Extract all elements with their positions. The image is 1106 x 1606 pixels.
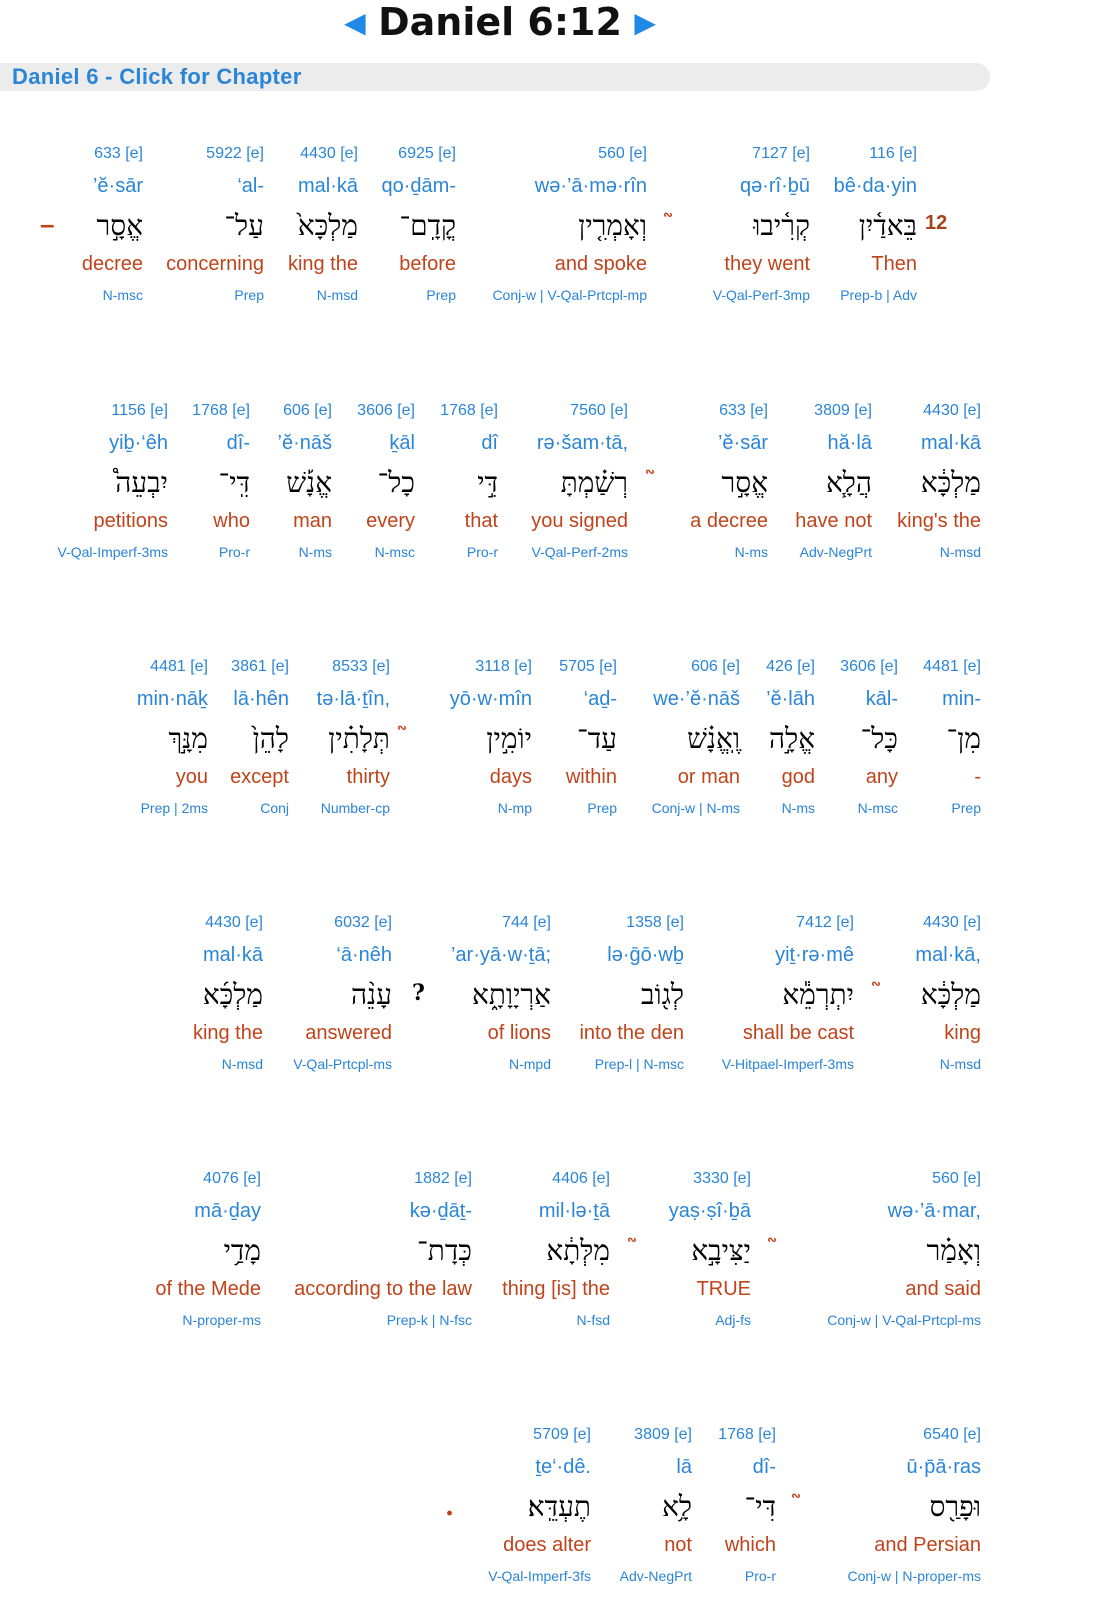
transliteration: mal·kā (920, 432, 981, 454)
english-gloss: who (213, 510, 250, 532)
transliteration: dî- (226, 432, 250, 454)
hebrew-word: לְג֖וֹב (641, 978, 684, 1011)
strongs-number[interactable]: 4076 [e] (203, 1170, 261, 1187)
strongs-number[interactable]: 426 [e] (766, 658, 815, 675)
english-gloss: and spoke (554, 253, 647, 275)
strongs-number[interactable]: 1768 [e] (440, 402, 498, 419)
transliteration: mal·kā (297, 175, 358, 197)
strongs-number[interactable]: 5705 [e] (559, 658, 617, 675)
parsing[interactable]: Prep (951, 800, 981, 816)
english-gloss: you (175, 766, 208, 788)
transliteration: hă·lā (827, 432, 872, 454)
hebrew-word: אַרְיָוָתָ֑א (472, 978, 551, 1011)
english-gloss: have not (795, 510, 872, 532)
english-gloss: king's the (897, 510, 981, 532)
english-gloss: answered (305, 1022, 392, 1044)
hebrew-word: אֱלָ֣ה (768, 722, 815, 755)
parsing[interactable]: Conj (260, 800, 289, 816)
parsing[interactable]: Prep | 2ms (140, 800, 208, 816)
transliteration: yaṣ·ṣî·ḇā (668, 1200, 751, 1222)
english-gloss: of the Mede (155, 1278, 261, 1300)
hebrew-word: דִּי־ (744, 1490, 776, 1523)
english-gloss: they went (724, 253, 810, 275)
strongs-number[interactable]: 560 [e] (932, 1170, 981, 1187)
strongs-number[interactable]: 7412 [e] (796, 914, 854, 931)
transliteration: ‘aḏ- (583, 688, 617, 710)
parsing[interactable]: Prep (587, 800, 617, 816)
next-verse-icon[interactable]: ▶ (634, 6, 656, 38)
strongs-number[interactable]: 606 [e] (691, 658, 740, 675)
transliteration: lā (676, 1456, 692, 1478)
english-gloss: king the (287, 253, 358, 275)
strongs-number[interactable]: 4430 [e] (300, 145, 358, 162)
english-gloss: concerning (166, 253, 264, 275)
hebrew-word: קְרִ֫יבוּ (753, 209, 810, 242)
english-gloss: decree (81, 253, 143, 275)
transliteration: mā·ḏay (194, 1200, 261, 1222)
parsing[interactable]: V-Hitpael-Imperf-3ms (721, 1056, 854, 1072)
strongs-number[interactable]: 3606 [e] (357, 402, 415, 419)
english-gloss: of lions (487, 1022, 551, 1044)
parsing[interactable]: N-ms (781, 800, 815, 816)
hebrew-word: יוֹמִ֣ין (486, 722, 532, 755)
previous-verse-icon[interactable]: ◀ (344, 6, 366, 38)
parsing[interactable]: N-msc (374, 544, 415, 560)
hebrew-word: יִבְעֵה֩ (115, 466, 168, 499)
transliteration: ’ĕ·sār (92, 175, 143, 197)
strongs-number[interactable]: 5922 [e] (206, 145, 264, 162)
strongs-number[interactable]: 3809 [e] (814, 402, 872, 419)
parsing[interactable]: V-Qal-Perf-2ms (531, 544, 628, 560)
parsing[interactable]: V-Qal-Imperf-3ms (57, 544, 168, 560)
parsing[interactable]: N-msd (939, 1056, 981, 1072)
strongs-number[interactable]: 3118 [e] (475, 658, 532, 675)
strongs-number[interactable]: 4406 [e] (552, 1170, 610, 1187)
transliteration: yō·w·mîn (449, 688, 532, 710)
english-gloss: and said (905, 1278, 981, 1300)
hebrew-word: וּפָרַ֖ס (929, 1490, 981, 1523)
strongs-number[interactable]: 5709 [e] (533, 1426, 591, 1443)
english-gloss: thirty (346, 766, 390, 788)
parsing[interactable]: Pro-r (466, 544, 498, 560)
hebrew-word: וֶֽאֱנָ֗שׁ (687, 722, 740, 755)
hebrew-word: הֲלָ֧א (825, 466, 872, 499)
transliteration: ṯe‘·dê. (535, 1456, 591, 1478)
parsing[interactable]: Number-cp (320, 800, 390, 816)
transliteration: qo·ḏām- (381, 175, 456, 197)
english-gloss: into the den (579, 1022, 684, 1044)
hebrew-word: קֳדָֽם־ (399, 209, 456, 242)
strongs-number[interactable]: 560 [e] (598, 145, 647, 162)
hebrew-word: מִלְּתָ֔א (546, 1234, 610, 1267)
parsing[interactable]: Pro-r (218, 544, 250, 560)
hebrew-word: אֱסָ֣ר (96, 209, 143, 242)
verse-number: 12 (925, 212, 948, 234)
english-gloss: any (865, 766, 898, 788)
transliteration: tə·lā·ṯîn, (316, 688, 390, 710)
strongs-number[interactable]: 4430 [e] (923, 914, 981, 931)
hebrew-word: מִן־ (946, 722, 981, 755)
strongs-number[interactable]: 4430 [e] (923, 402, 981, 419)
hebrew-word: וְאָמַ֗ר (926, 1234, 981, 1267)
english-gloss: except (230, 766, 289, 788)
hebrew-word: לָהֵן֙ (252, 722, 289, 755)
transliteration: mil·lə·ṯā (538, 1200, 610, 1222)
parsing[interactable]: N-proper-ms (182, 1312, 261, 1328)
strongs-number[interactable]: 7127 [e] (752, 145, 810, 162)
hebrew-word: כָּל־ (860, 722, 898, 755)
strongs-number[interactable]: 1358 [e] (626, 914, 684, 931)
english-gloss: does alter (503, 1534, 591, 1556)
parsing[interactable]: N-msd (939, 544, 981, 560)
parsing[interactable]: N-msc (857, 800, 898, 816)
transliteration: kāl- (865, 688, 898, 710)
hebrew-word: מִנָּ֣ךְ (168, 722, 208, 755)
transliteration: wə·’ā·mar, (887, 1200, 981, 1222)
parsing[interactable]: V-Qal-Prtcpl-ms (293, 1056, 392, 1072)
parsing[interactable]: Conj-w | V-Qal-Prtcpl-ms (827, 1312, 981, 1328)
transliteration: ’ar·yā·w·ṯā; (450, 944, 551, 966)
hebrew-word: דִּֽי־ (218, 466, 250, 499)
hebrew-word: מַלְכָּא֙ (297, 209, 358, 242)
transliteration: ‘al- (237, 175, 264, 197)
strongs-number[interactable]: 1156 [e] (111, 402, 168, 419)
strongs-number[interactable]: 1768 [e] (718, 1426, 776, 1443)
english-gloss: - (974, 766, 981, 788)
transliteration: bê·da·yin (833, 175, 917, 197)
strongs-number[interactable]: 4481 [e] (150, 658, 208, 675)
hebrew-word: עָנֵ֨ה (350, 978, 392, 1011)
verse-end-period: . (445, 1492, 455, 1522)
parsing[interactable]: V-Qal-Imperf-3fs (488, 1568, 591, 1584)
transliteration: lə·ḡō·wḇ (607, 944, 684, 966)
transliteration: ’ĕ·nāš (277, 432, 332, 454)
strongs-number[interactable]: 1882 [e] (414, 1170, 472, 1187)
hebrew-word: עַד־ (576, 722, 617, 755)
english-gloss: TRUE (696, 1278, 751, 1300)
hebrew-word: וְאָמְרִ֤ין (578, 209, 647, 242)
english-gloss: king (944, 1022, 981, 1044)
hebrew-word: עַל־ (224, 209, 264, 242)
english-gloss: thing [is] the (502, 1278, 610, 1300)
chapter-link[interactable]: Daniel 6 - Click for Chapter (12, 64, 302, 89)
strongs-number[interactable]: 4481 [e] (923, 658, 981, 675)
english-gloss: shall be cast (742, 1022, 854, 1044)
interlinear-line-1 (0, 145, 1106, 325)
parsing[interactable]: Conj-w | N-ms (651, 800, 740, 816)
strongs-number[interactable]: 6032 [e] (334, 914, 392, 931)
parsing[interactable]: V-Qal-Perf-3mp (712, 287, 810, 303)
parsing[interactable]: Prep-b | Adv (840, 287, 917, 303)
transliteration: lā·hên (233, 688, 289, 710)
strongs-number[interactable]: 3330 [e] (693, 1170, 751, 1187)
english-gloss: petitions (93, 510, 168, 532)
parsing[interactable]: Prep-l | N-msc (594, 1056, 684, 1072)
strongs-number[interactable]: 7560 [e] (570, 402, 628, 419)
transliteration: rə·šam·tā, (536, 432, 628, 454)
hebrew-word: בֵּאדַ֫יִן (858, 209, 917, 242)
chapter-bar (0, 63, 990, 91)
hebrew-word: מָדַ֥י (223, 1234, 261, 1267)
strongs-number[interactable]: 1768 [e] (192, 402, 250, 419)
english-gloss: or man (677, 766, 740, 788)
english-gloss: Then (871, 253, 917, 275)
verse-end-dash: – (40, 209, 55, 239)
english-gloss: that (464, 510, 498, 532)
strongs-number[interactable]: 8533 [e] (332, 658, 390, 675)
english-gloss: within (565, 766, 617, 788)
parsing[interactable]: Prep (234, 287, 264, 303)
hebrew-word: תֶעְדֵּֽא׃ (527, 1490, 591, 1523)
hebrew-word: אֱסָ֣ר (721, 466, 768, 499)
parsing[interactable]: N-ms (298, 544, 332, 560)
transliteration: dî- (752, 1456, 776, 1478)
transliteration: yiḇ·‘êh (109, 432, 168, 454)
parsing[interactable]: Adv-NegPrt (619, 1568, 692, 1584)
transliteration: min·nāḵ (136, 688, 208, 710)
interlinear-line-3 (0, 658, 1106, 838)
strongs-number[interactable]: 4430 [e] (205, 914, 263, 931)
hebrew-word: יִתְרְמֵ֕א (782, 978, 854, 1011)
hebrew-word: לָ֥א (662, 1490, 692, 1523)
english-gloss: and Persian (874, 1534, 981, 1556)
strongs-number[interactable]: 744 [e] (502, 914, 551, 931)
transliteration: yiṯ·rə·mê (775, 944, 854, 966)
english-gloss: days (489, 766, 532, 788)
parsing[interactable]: Conj-w | V-Qal-Prtcpl-mp (492, 287, 647, 303)
strongs-number[interactable]: 633 [e] (94, 145, 143, 162)
english-gloss: god (781, 766, 815, 788)
english-gloss: a decree (690, 510, 768, 532)
strongs-number[interactable]: 6540 [e] (923, 1426, 981, 1443)
hebrew-word: רְשַׁ֗מְתָּ (560, 466, 628, 499)
transliteration: ḵāl (389, 432, 415, 454)
hebrew-word: כְּדָת־ (417, 1234, 472, 1267)
interlinear-line-2 (0, 402, 1106, 582)
parsing[interactable]: Pro-r (744, 1568, 776, 1584)
transliteration: ’ĕ·lāh (766, 688, 815, 710)
hebrew-word: אֱנָ֡שׁ (286, 466, 332, 499)
english-gloss: every (366, 510, 415, 532)
verse-navigation (0, 0, 1000, 44)
hebrew-word: מַלְכָּ֔א (920, 466, 981, 499)
parsing[interactable]: Prep (426, 287, 456, 303)
interlinear-line-4 (0, 914, 1106, 1094)
hebrew-word: תְּלָתִ֗ין (328, 722, 390, 755)
english-gloss: before (399, 253, 456, 275)
hebrew-word: כָל־ (377, 466, 415, 499)
transliteration: ū·p̄ā·ras (906, 1456, 981, 1478)
strongs-number[interactable]: 116 [e] (869, 145, 917, 162)
hebrew-word: מַלְכָּ֜א (202, 978, 263, 1011)
transliteration: qə·rî·ḇū (739, 175, 810, 197)
parsing[interactable]: Conj-w | N-proper-ms (847, 1568, 981, 1584)
parsing[interactable]: N-msd (221, 1056, 263, 1072)
parsing[interactable]: N-fsd (576, 1312, 610, 1328)
english-gloss: you signed (531, 510, 628, 532)
strongs-number[interactable]: 633 [e] (719, 402, 768, 419)
transliteration: wə·’ā·mə·rîn (534, 175, 647, 197)
parsing[interactable]: N-mpd (508, 1056, 551, 1072)
strongs-number[interactable]: 3861 [e] (231, 658, 289, 675)
strongs-number[interactable]: 3809 [e] (634, 1426, 692, 1443)
transliteration: ’ĕ·sār (717, 432, 768, 454)
hebrew-word: מַלְכָּ֔א (920, 978, 981, 1011)
hebrew-word: דִּ֣י (477, 466, 498, 499)
english-gloss: man (293, 510, 332, 532)
hebrew-word: יַצִּיבָ֣א (691, 1234, 751, 1267)
interlinear-line-5 (0, 1170, 1106, 1350)
transliteration: min- (942, 688, 981, 710)
parsing[interactable]: N-msc (102, 287, 143, 303)
transliteration: kə·ḏāṯ- (409, 1200, 472, 1222)
parsing[interactable]: Adv-NegPrt (799, 544, 872, 560)
parsing[interactable]: Prep-k | N-fsc (386, 1312, 472, 1328)
punctuation-mark: ? (412, 980, 425, 1006)
transliteration: mal·kā (202, 944, 263, 966)
interlinear-line-6 (0, 1426, 1106, 1606)
parsing[interactable]: N-msd (316, 287, 358, 303)
transliteration: we·’ĕ·nāš (653, 688, 740, 710)
parsing[interactable]: Adj-fs (715, 1312, 751, 1328)
transliteration: ‘ā·nêh (336, 944, 392, 966)
english-gloss: not (664, 1534, 692, 1556)
english-gloss: according to the law (294, 1278, 472, 1300)
strongs-number[interactable]: 6925 [e] (398, 145, 456, 162)
transliteration: dî (481, 432, 498, 454)
parsing[interactable]: N-mp (497, 800, 532, 816)
transliteration: mal·kā, (915, 944, 981, 966)
verse-title: Daniel 6:12 (378, 0, 622, 44)
strongs-number[interactable]: 606 [e] (283, 402, 332, 419)
english-gloss: which (724, 1534, 776, 1556)
english-gloss: king the (192, 1022, 263, 1044)
strongs-number[interactable]: 3606 [e] (840, 658, 898, 675)
parsing[interactable]: N-ms (734, 544, 768, 560)
